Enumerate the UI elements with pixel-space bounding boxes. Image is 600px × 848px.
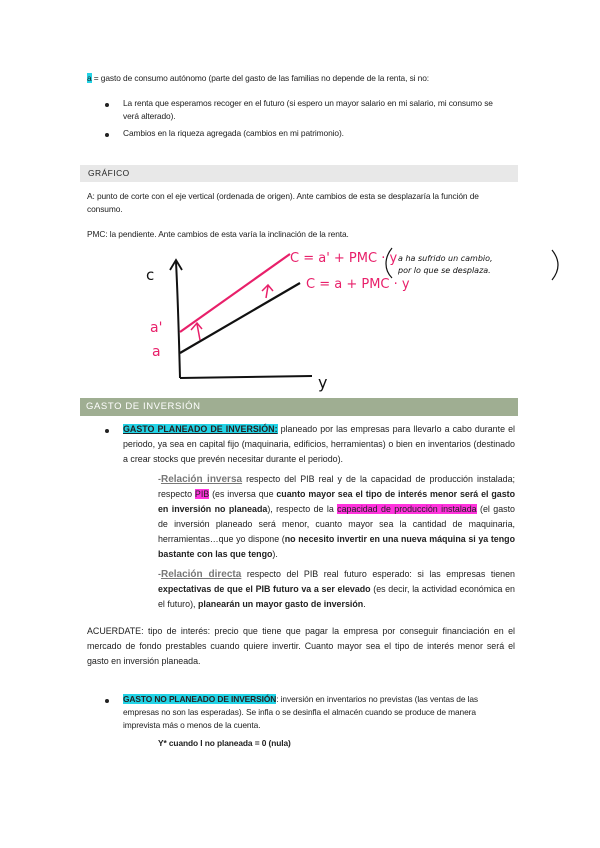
lower-line-label: C = a + PMC · y xyxy=(306,277,410,292)
a-label: a xyxy=(152,344,161,360)
no-planeado-paragraph xyxy=(123,693,515,732)
note-bracket-close xyxy=(552,250,558,280)
no-planeado-title: GASTO NO PLANEADO DE INVERSIÓN xyxy=(123,694,277,704)
intro-bullet-1: La renta que esperamos recoger en el futuro (si espero un mayor salario en mi salario, mi consumo se verá alterado). xyxy=(123,98,493,121)
relacion-directa-title: Relación directa xyxy=(160,569,242,580)
grafico-heading: GRÁFICO xyxy=(80,165,518,182)
intro-bullet-2: Cambios en la riqueza agregada (cambios en mi patrimonio). xyxy=(123,128,344,138)
x-axis-label: y xyxy=(318,373,328,392)
relacion-directa-paragraph: -Relación directa respecto del PIB real futuro esperado: si las empresas tienen expectativas de que el PIB futuro va a ser elevado (es decir, la actividad económica en el futuro), planearán un mayor gasto de inversión. xyxy=(158,569,515,609)
grafico-a-text: A: punto de corte con el eje vertical (ordenada de origen). Ante cambios de esta se desplazaría la función de consumo. xyxy=(87,191,479,214)
bullet-icon xyxy=(105,133,109,137)
consumption-chart xyxy=(140,240,580,395)
inversion-heading: GASTO DE INVERSIÓN xyxy=(80,398,518,416)
note-line-1: a ha sufrido un cambio, xyxy=(398,254,493,263)
capacidad-highlight: capacidad de producción instalada xyxy=(337,504,477,514)
a-prime-label: a' xyxy=(150,320,163,336)
y-axis xyxy=(176,262,180,378)
planeado-title: GASTO PLANEADO DE INVERSIÓN: xyxy=(123,424,278,434)
acuerdate-paragraph: ACUERDATE: tipo de interés: precio que tiene que pagar la empresa por conseguir financiación en el mercado de fondo prestables cuando quiere invertir. Cuanto mayor sea el tipo de interés menor será el gasto en inversión planeada. xyxy=(87,626,515,666)
planeado-text: planeado por las empresas para llevarlo a cabo durante el periodo, ya sea en capital fijo (maquinaria, edificios, herramientas) o bien en inventarios (destinado a crear stocks que prevén necesitar durante el periodo). xyxy=(123,424,516,464)
definition-text: = gasto de consumo autónomo (parte del gasto de las familias no depende de la renta, si no: xyxy=(91,73,429,83)
bullet-icon xyxy=(105,699,109,703)
shift-arrow-left xyxy=(191,323,202,340)
a-marker: a xyxy=(87,73,92,83)
intro-definition xyxy=(87,72,527,85)
note-line-2: por lo que se desplaza. xyxy=(398,266,491,275)
pib-highlight: PIB xyxy=(194,489,210,499)
grafico-pmc-text: PMC: la pendiente. Ante cambios de esta varía la inclinación de la renta. xyxy=(87,229,349,239)
upper-line-label: C = a' + PMC · y xyxy=(290,251,398,266)
no-planeado-text: : inversión en inventarios no previstas (las ventas de las empresas no son las esperadas). Se infla o se desinfla el almacén cuando se produce de manera imprevista más o menos de la cuenta. xyxy=(123,694,479,730)
planeado-paragraph xyxy=(123,422,515,467)
bullet-icon xyxy=(105,103,109,107)
no-planeado-formula: Y* cuando I no planeada = 0 (nula) xyxy=(158,738,291,748)
x-axis xyxy=(180,376,312,378)
relacion-inversa-title: Relación inversa xyxy=(160,474,243,485)
bullet-icon xyxy=(105,429,109,433)
y-axis-label: c xyxy=(146,266,155,284)
relacion-inversa-paragraph: -Relación inversa respecto del PIB real y de la capacidad de producción instalada; respecto PIB (es inversa que cuanto mayor sea el tipo de interés menor será el gasto en inversión no planeada), respecto de la capacidad de producción instalada (el gasto de inversión planeado será menor, cuanto mayor sea la cantidad de maquinaria, herramientas…que yo dispone (no necesito invertir en una nueva máquina si ya tengo bastante con las que tengo). xyxy=(158,474,516,559)
shift-arrow-right xyxy=(262,285,273,298)
